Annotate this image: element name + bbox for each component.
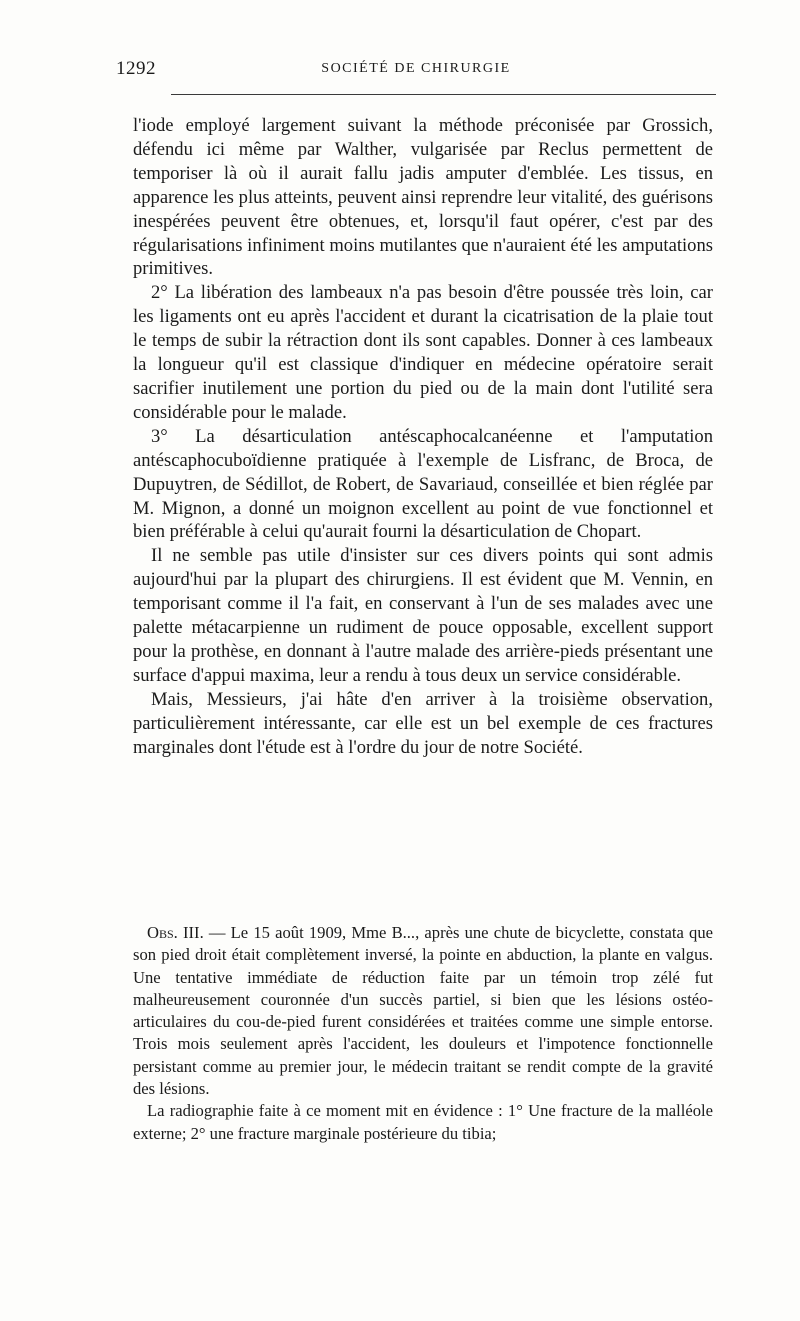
header-rule bbox=[171, 94, 716, 95]
running-title: SOCIÉTÉ DE CHIRURGIE bbox=[321, 61, 511, 76]
document-page bbox=[116, 56, 716, 84]
paragraph: Il ne semble pas utile d'insister sur ces divers points qui sont admis aujourd'hui par la plupart des chirurgiens. Il est évident que M. Vennin, en temporisant comme il l'a fait, en conservant à l'un de ses malades avec une palette métacarpienne un rudiment de pouce opposable, excellent support pour la prothèse, en donnant à l'autre malade des arrière-pieds présentant une surface d'appui maxima, leur a rendu à tous deux un service considérable. bbox=[133, 545, 713, 686]
paragraph: 3° La désarticulation antéscaphocalcanéenne et l'amputation antéscaphocuboïdienne pratiquée à l'exemple de Lisfranc, de Broca, de Dupuytren, de Sédillot, de Robert, de Savariaud, conseillée et bien réglée par M. Mignon, a donné un moignon excellent au point de vue fonctionnel et bien préférable à celui qu'aurait fourni la désarticulation de Chopart. bbox=[133, 425, 713, 543]
observation-block bbox=[133, 922, 713, 1145]
body-text bbox=[133, 114, 713, 759]
paragraph: Mais, Messieurs, j'ai hâte d'en arriver à la troisième observation, particulièrement intéressante, car elle est un bel exemple de ces fractures marginales dont l'étude est à l'ordre du jour de notre Société. bbox=[133, 688, 713, 758]
paragraph: l'iode employé largement suivant la méthode préconisée par Grossich, défendu ici même par Walther, vulgarisée par Reclus permettent de temporiser là où il aurait fallu jadis amputer d'emblée. Les tissus, en apparence les plus atteints, peuvent ainsi reprendre leur vitalité, des guérisons inespérées peuvent être obtenues, et, lorsqu'il faut opérer, c'est par des régularisations infiniment moins mutilantes que n'auraient été les amputations primitives. bbox=[133, 115, 713, 280]
page-number: 1292 bbox=[116, 58, 156, 79]
paragraph: 2° La libération des lambeaux n'a pas besoin d'être poussée très loin, car les ligaments ont eu après l'accident et durant la cicatrisation de la plaie tout le temps de subir la rétraction dont ils sont capables. Donner à ces lambeaux la longueur qu'il est classique d'indiquer en médecine opératoire serait sacrifier inutilement une portion du pied ou de la main dont l'utilité sera considérable pour le malade. bbox=[133, 282, 713, 423]
observation-paragraph-2: La radiographie faite à ce moment mit en évidence : 1° Une fracture de la malléole externe; 2° une fracture marginale postérieure du tibia; bbox=[133, 1101, 713, 1143]
observation-label: Obs. III. bbox=[147, 923, 204, 942]
running-head bbox=[116, 56, 716, 84]
observation-text: — Le 15 août 1909, Mme B..., après une chute de bicyclette, constata que son pied droit était complètement inversé, la pointe en abduction, la plante en valgus. Une tentative immédiate de réduction faite par un témoin trop zélé fut malheureusement couronnée d'un succès partiel, si bien que les lésions ostéo-articulaires du cou-de-pied furent considérées et traitées comme une simple entorse. Trois mois seulement après l'accident, les douleurs et l'impotence fonctionnelle persistant comme au premier jour, le médecin traitant se rendit compte de la gravité des lésions. bbox=[133, 923, 713, 1099]
observation-paragraph bbox=[133, 922, 713, 1100]
